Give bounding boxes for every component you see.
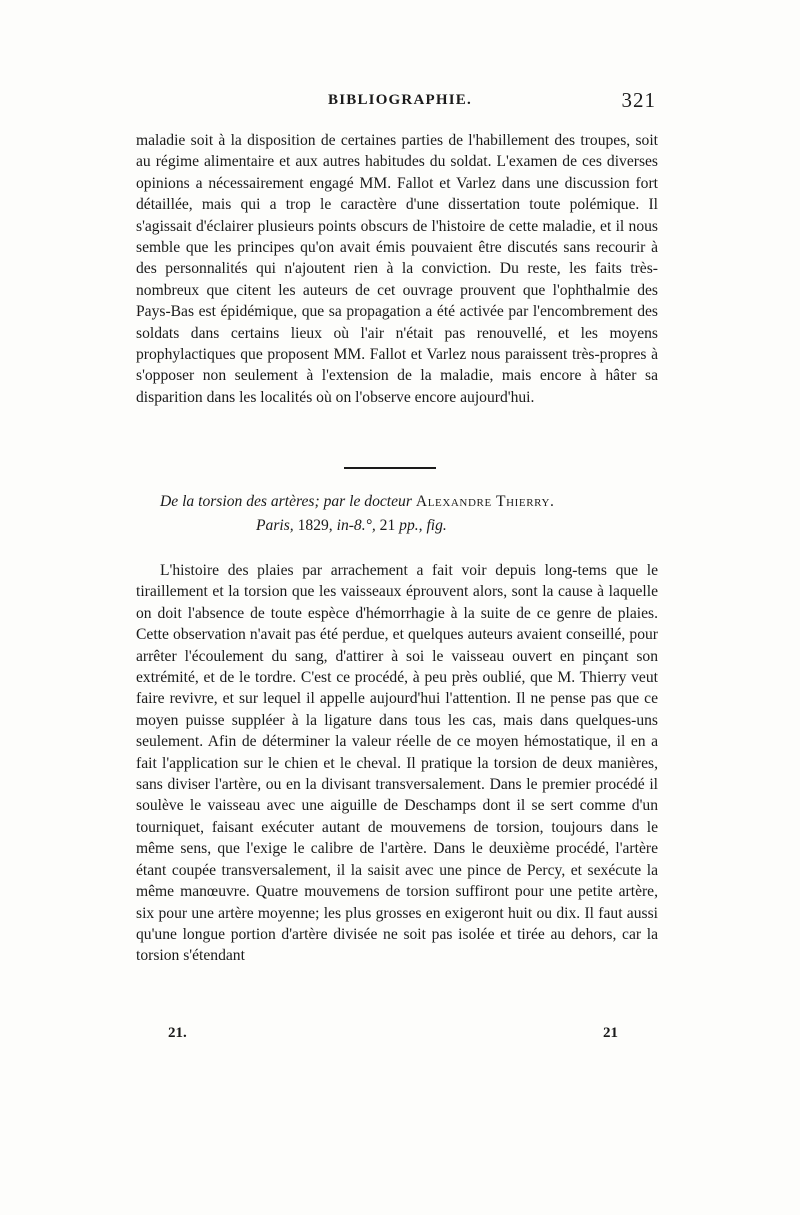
signature-mark-right: 21 — [603, 1025, 618, 1041]
heading-line-1 — [160, 490, 658, 514]
review-heading — [160, 490, 658, 538]
printer-signatures — [168, 1025, 618, 1049]
review-fallot-varlez-conclusion — [136, 130, 658, 408]
publication-place: Paris, — [256, 517, 294, 534]
publication-year: 1829, — [297, 517, 333, 534]
pages-figures: pp., fig. — [399, 517, 447, 534]
book-title: De la torsion des artères; par le docteur — [160, 493, 412, 510]
paragraph: maladie soit à la disposition de certaines parties de l'habillement des troupes, soit au régime alimentaire et aux autres habitudes du soldat. L'examen de ces diverses opinions a nécessairement engagé MM. Fallot et Varlez dans une discussion fort détaillée, mais qui a trop le caractère d'une dissertation toute polémique. Il s'agissait d'éclairer plusieurs points obscurs de l'histoire de cette maladie, et il nous semble que les principes qu'on avait émis pouvaient être discutés sans recourir à des personnalités qui n'ajoutent rien à la conviction. Du reste, les faits très-nombreux que citent les auteurs de cet ouvrage prouvent que l'ophthalmie des Pays-Bas est épidémique, que sa propagation a été activée par l'encombrement des soldats dans certains lieux où l'air n'était pas renouvellé, et les moyens prophylactiques que proposent MM. Fallot et Varlez nous paraissent très-propres à s'opposer non seulement à l'extension de la maladie, mais encore à hâter sa disparition dans les localités où on l'observe encore aujourd'hui. — [136, 132, 658, 406]
running-title: BIBLIOGRAPHIE. — [328, 92, 472, 108]
page-number: 321 — [621, 88, 656, 112]
page-count: 21 — [379, 517, 396, 534]
book-author: Alexandre Thierry. — [415, 493, 555, 510]
review-torsion-arteres — [136, 560, 658, 967]
heading-line-2 — [160, 514, 658, 538]
running-head — [160, 88, 656, 118]
section-divider — [344, 467, 436, 469]
book-format: in-8.°, — [336, 517, 376, 534]
paragraph: L'histoire des plaies par arrachement a fait voir depuis long-tems que le tiraillement et la torsion que les vaisseaux éprouvent alors, sont la cause à laquelle on doit l'absence de toute espèce d'hémorrhagie à la suite de ce genre de plaies. Cette observation n'avait pas été perdue, et quelques auteurs avaient conseillé, pour arrêter l'écoulement du sang, d'attirer à soi le vaisseau ouvert en pinçant son extrémité, et de le tordre. C'est ce procédé, à peu près oublié, que M. Thierry veut faire revivre, et sur lequel il appelle aujourd'hui l'attention. Il ne pense pas que ce moyen puisse suppléer à la ligature dans tous les cas, mais dans quelques-uns seulement. Afin de déterminer la valeur réelle de ce moyen hémostatique, il en a fait l'application sur le chien et le cheval. Il pratique la torsion de deux manières, sans diviser l'artère, ou en la divisant transversalement. Dans le premier procédé il soulève le vaisseau avec une aiguille de Deschamps dont il se sert comme d'un tourniquet, faisant exécuter autant de mouvemens de torsion, toujours dans le même sens, que l'exige le calibre de l'artère. Dans le deuxième procédé, l'artère étant coupée transversalement, il la saisit avec une pince de Percy, et sexécute la même manœuvre. Quatre mouvemens de torsion suffiront pour une petite artère, six pour une artère moyenne; les plus grosses en exigeront huit ou dix. Il faut aussi qu'une longue portion d'artère divisée ne soit pas isolée et tirée au dehors, car la torsion s'étendant — [136, 562, 658, 965]
signature-mark-left: 21. — [168, 1025, 187, 1041]
